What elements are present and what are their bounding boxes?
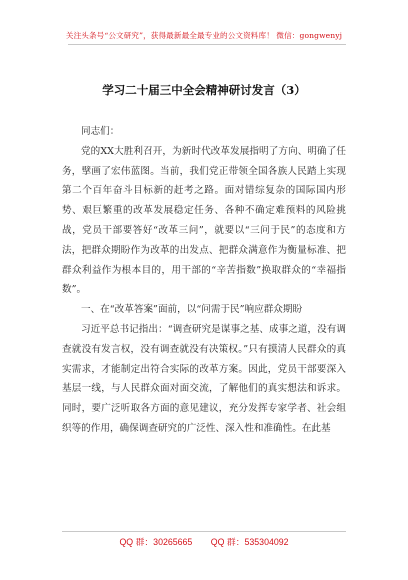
section-heading-1: 一、在“改革答案”面前，以“问需于民”响应群众期盼 xyxy=(81,304,303,316)
document-body xyxy=(62,122,346,439)
footer-qq-group-1: QQ 群：30265665 xyxy=(119,537,193,547)
header-divider xyxy=(68,44,346,45)
footer-divider xyxy=(62,531,346,532)
document-title: 学习二十届三中全会精神研讨发言（3） xyxy=(102,83,306,97)
footer xyxy=(0,535,408,548)
paragraph-section-1: 习近平总书记指出：“调查研究是谋事之基、成事之道，没有调查就没有发言权，没有调查就没有决策权。”只有摸清人民群众的真实需求，才能制定出符合实际的改革方案。因此，党员干部要深入基层一线，与人民群众面对面交流，了解他们的真实想法和诉求。同时，要广泛听取各方面的意见建议，充分发挥专家学者、社会组织等的作用，确保调查研究的广泛性、深入性和准确性。在此基 xyxy=(62,323,346,434)
footer-qq-group-2: QQ 群：535304092 xyxy=(210,537,289,547)
promo-header: 关注头条号“公文研究”，获得最新最全最专业的公文资料库！ 微信：gongwenyj xyxy=(65,31,343,40)
paragraph-intro: 党的XX大胜利召开，为新时代改革发展指明了方向、明确了任务，擘画了宏伟蓝图。当前，我们党正带领全国各族人民踏上实现第二个百年奋斗目标新的赶考之路。面对错综复杂的国际国内形势、艰巨繁重的改革发展稳定任务、各种不确定难预料的风险挑战，党员干部要答好“改革三问”，就要以“三问于民”的态度和方法，把群众期盼作为改革的出发点、把群众满意作为衡量标准、把群众利益作为根本目的，用干部的“辛苦指数”换取群众的“幸福指数”。 xyxy=(62,145,346,296)
salutation: 同志们： xyxy=(81,126,120,137)
